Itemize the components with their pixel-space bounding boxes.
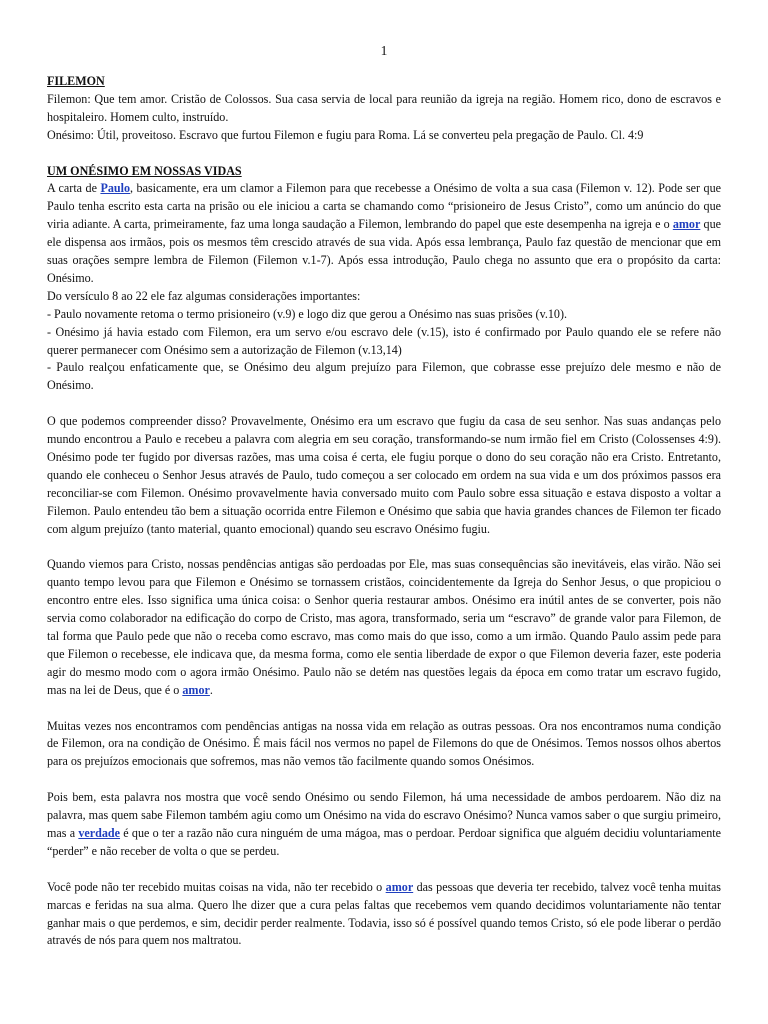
text-span: das pessoas que deveria ter recebido, talvez você tenha muitas marcas e feridas na sua alma. Quero lhe dizer que a cura pelas faltas que recebemos vem quando decidimos voluntariamente não tentar ganhar mais o que perdemos, e sim, decidir perder realmente. Todavia, isso só é possível quando temos Cristo, só ele pode liberar o perdão através de nós para quem nos maltratou. bbox=[47, 879, 721, 948]
document-body bbox=[47, 73, 721, 950]
text-span: Quando viemos para Cristo, nossas pendências antigas são perdoadas por Ele, mas suas consequências são inevitáveis, elas virão. Não sei quanto tempo levou para que Filemon e Onésimo se tornassem cristãos, coincidentemente da Igreja do Senhor Jesus, o que propiciou o encontro entre eles. Isso significa uma única coisa: o Senhor queria restaurar ambos. Onésimo era inútil antes de se converter, pois não servia como colaborador na edificação do corpo de Cristo, mas agora, transformado, seria um “escravo” de grande valor para Filemon, de tal forma que Paulo pede que não o receba como escravo, mas como mais do que isso, como a um irmão. Quando Paulo assim pede para que Filemon o recebesse, ele indicava que, da mesma forma, como ele sentia liberdade de expor o que Filemon deveria fazer, este poderia agir do mesmo modo com o agora irmão Onésimo. Paulo não se detém nas questões legais da época em como tratar um escravo fugido, mas na lei de Deus, que é o bbox=[47, 557, 721, 697]
spacer bbox=[47, 539, 721, 557]
text-span: . bbox=[209, 682, 213, 697]
bullet-item: - Paulo realçou enfaticamente que, se Onésimo deu algum prejuízo para Filemon, que cobrasse esse prejuízo dele mesmo e não de Onésimo. bbox=[47, 360, 721, 393]
text-span: que ele dispensa aos irmãos, pois os mesmos têm crescido através de sua vida. Após essa lembrança, Paulo faz questão de mencionar que em suas orações sempre lembra de Filemon (Filemon v.1-7). Após essa introdução, Paulo chega no assunto que era o propósito da carta: Onésimo. bbox=[47, 217, 721, 285]
paragraph-intro bbox=[47, 180, 721, 287]
link-amor[interactable]: amor bbox=[182, 682, 210, 697]
text-span: , basicamente, era um clamor a Filemon para que recebesse a Onésimo de volta a sua casa (Filemon v. 12). Pode ser que Paulo tenha escrito esta carta na prisão ou ele iniciou a carta se chamando como “prisioneiro de Jesus Cristo”, como um anúncio do que viria adiante. A carta, primeiramente, faz uma longa saudação a Filemon, lembrando do papel que este desempenha na igreja e o bbox=[47, 181, 722, 232]
spacer bbox=[47, 771, 721, 789]
spacer bbox=[47, 700, 721, 718]
link-paulo[interactable]: Paulo bbox=[100, 181, 131, 196]
page-number: 1 bbox=[380, 43, 388, 58]
link-amor[interactable]: amor bbox=[672, 217, 701, 232]
filemon-definition: Filemon: Que tem amor. Cristão de Colossos. Sua casa servia de local para reunião da igreja na região. Homem rico, dono de escravos e hospitaleiro. Homem culto, instruído. bbox=[47, 91, 721, 124]
text-span: Você pode não ter recebido muitas coisas na vida, não ter recebido o bbox=[47, 879, 386, 894]
paragraph-pending-issues: Muitas vezes nos encontramos com pendências antigas na nossa vida em relação as outras pessoas. Ora nos encontramos numa condição de Filemon, ora na condição de Onésimo. É mais fácil nos vermos no papel de Filemons do que de Onésimos. Temos nossos olhos abertos para os prejuízos emocionais que sofremos, mas não vemos tão facilmente quando somos Onésimos. bbox=[47, 718, 721, 769]
text-span: A carta de bbox=[47, 181, 101, 196]
paragraph-healing bbox=[47, 879, 721, 951]
spacer bbox=[47, 861, 721, 879]
text-span: Pois bem, esta palavra nos mostra que você sendo Onésimo ou sendo Filemon, há uma necessidade de ambos perdoarem. Não diz na palavra, mas quem sabe Filemon também agiu como um Onésimo na vida do escravo Onésimo? Nunca vamos saber o que surgiu primeiro, mas a bbox=[47, 790, 721, 840]
paragraph-coming-to-christ bbox=[47, 556, 721, 699]
onesimo-definition: Onésimo: Útil, proveitoso. Escravo que furtou Filemon e fugiu para Roma. Lá se converteu pela pregação de Paulo. Cl. 4:9 bbox=[47, 127, 644, 142]
section-heading-filemon: FILEMON bbox=[47, 74, 105, 88]
text-span: é que o ter a razão não cura ninguém de uma mágoa, mas o perdoar. Perdoar significa que alguém decidiu voluntariamente “perder” e não receber de volta o que se perdeu. bbox=[47, 825, 721, 858]
spacer bbox=[47, 395, 721, 413]
link-amor[interactable]: amor bbox=[385, 879, 414, 894]
section-heading-onesimo: UM ONÉSIMO EM NOSSAS VIDAS bbox=[47, 163, 242, 178]
bullet-item: - Onésimo já havia estado com Filemon, era um servo e/ou escravo dele (v.15), isto é confirmado por Paulo quando ele se refere não querer permanecer com Onésimo sem a autorização de Filemon (v.13,14) bbox=[47, 324, 721, 357]
paragraph-understanding: O que podemos compreender disso? Provavelmente, Onésimo era um escravo que fugiu da casa de seu senhor. Nas suas andanças pelo mundo encontrou a Paulo e recebeu a palavra com alegria em seu coração, transformando-se num irmão fiel em Cristo (Colossenses 4:9). Onésimo pode ter fugido por diversas razões, mas uma coisa é certa, ele fugiu porque o dono do seu coração não era Cristo. Entretanto, quando ele conheceu o Senhor Jesus através de Paulo, tudo começou a ser colocado em ordem na sua vida e um dos próximos passos era reconciliar-se com Filemon. Onésimo provavelmente havia conversado muito com Paulo sobre essa situação e estava disposto a voltar a Filemon. Paulo entendeu tão bem a situação ocorrida entre Filemon e Onésimo que sabia que havia grandes chances de Filemon ter ficado com algum prejuízo (tanto material, quanto emocional) quando seu escravo Onésimo fugiu. bbox=[47, 414, 721, 536]
bullet-item: - Paulo novamente retoma o termo prisioneiro (v.9) e logo diz que gerou a Onésimo nas suas prisões (v.10). bbox=[47, 306, 568, 321]
paragraph-forgiveness bbox=[47, 789, 721, 861]
paragraph-considerations: Do versículo 8 ao 22 ele faz algumas considerações importantes: bbox=[47, 288, 361, 303]
link-verdade[interactable]: verdade bbox=[78, 825, 121, 840]
spacer bbox=[47, 145, 721, 163]
